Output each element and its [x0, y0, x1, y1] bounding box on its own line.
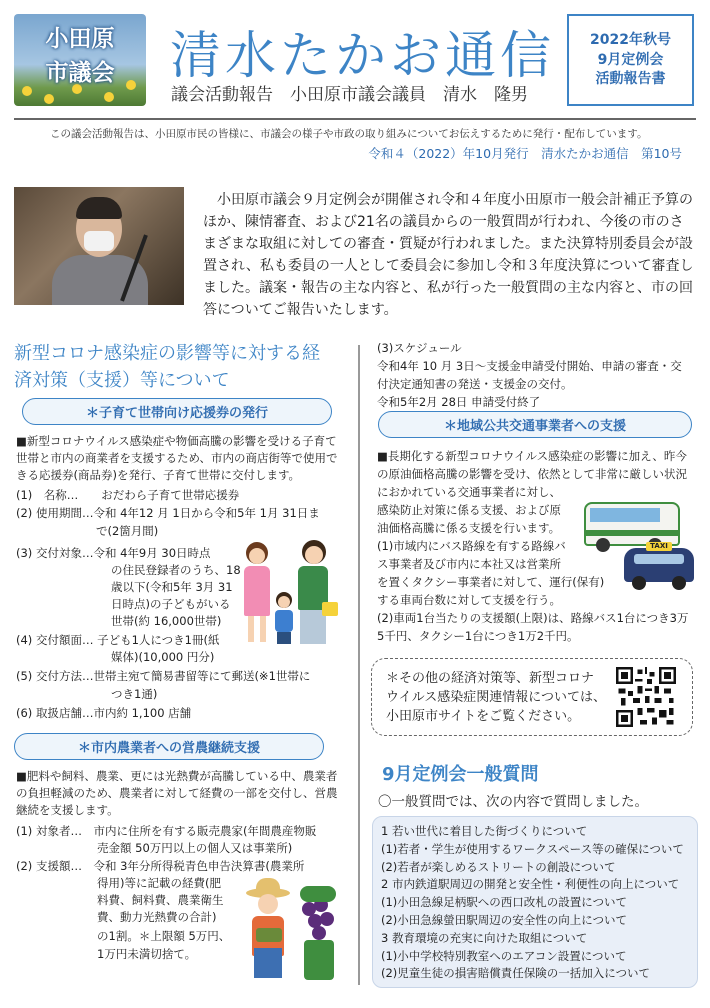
agriculture-item: (2) 支援額… 令和 3年分所得税青色申告決算書(農業所: [16, 859, 305, 873]
header-divider: [14, 118, 696, 120]
question-item: (2)児童生徒の損害賠償責任保険の一括加入について: [381, 966, 651, 981]
issue-box: [567, 14, 694, 106]
covid-support-heading-line2: 済対策（支援）等について: [14, 370, 230, 391]
childcare-item: の住民登録者のうち、18: [111, 563, 241, 577]
agriculture-paragraph: ■肥料や飼料、農業、更には光熱費が高騰している中、農業者の負担軽減のため、農業者に対して経費の一部を交付し、営農継続を支援します。: [16, 769, 338, 817]
transport-line: 5千円、タクシー1台につき1万2千円。: [377, 629, 579, 643]
agriculture-item: 売金額 50万円以上の個人又は事業所): [97, 841, 293, 855]
childcare-item: で(2箇月間): [96, 524, 159, 538]
section-pill-childcare: ＊子育て世帯向け応援券の発行: [22, 398, 332, 425]
taxi-sign: TAXI: [646, 542, 672, 551]
agriculture-item: 費、動力光熱費の合計): [97, 910, 217, 924]
newsletter-subtitle: 議会活動報告 小田原市議会議員 清水 隆男: [171, 85, 528, 105]
transport-line: 感染防止対策に係る支援、および原: [377, 503, 561, 517]
left-column: [14, 340, 346, 394]
notice-text: この議会活動報告は、小田原市民の皆様に、市議会の様子や市政の取り組みについてお伝えするために発行・配布しています。: [50, 128, 648, 140]
info-box: [371, 658, 693, 736]
transport-line: (2)車両1台当たりの支援額(上限)は、路線バス1台につき3万: [377, 611, 689, 625]
intro-text: 小田原市議会９月定例会が開催され令和４年度小田原市一般会計補正予算のほか、陳情審査、および21名の議員からの一般質問が行われ、今後の市のさまざまな取組に対しての審査・質疑が行われました。また決算特別委員会が設置され、私も委員の一人として委員会に参加し令和３年度決算について審査しました。議案・報告の主な内容と、私が行った一般質問の主な内容と、市の回答についてご報告いたします。: [203, 192, 694, 318]
transport-line: の原油価格高騰の影響を受け、依然として非常に厳しい状況: [377, 467, 688, 481]
schedule-line: 令和5年2月 28日 申請受付終了: [377, 395, 541, 409]
transport-line: を置くタクシー事業者に対して、運行(保有): [377, 575, 605, 589]
childcare-item: (3) 交付対象…令和 4年9月 30日時点: [16, 546, 211, 560]
childcare-item: 日時点)の子どもがいる: [111, 597, 231, 611]
agriculture-item: 得用)等に記載の経費(肥: [97, 876, 221, 890]
childcare-paragraph: ■新型コロナウイルス感染症や物価高騰の影響を受ける子育て世帯と市内の商業者を支援するため、市内の商店街等で使用できる応援券(商品券)を発行、子育て世帯に交付します。: [16, 434, 338, 482]
newsletter-title: 清水たかお通信: [170, 27, 556, 86]
childcare-item: (1) 名称… おだわら子育て世帯応援券: [16, 488, 240, 502]
transport-line: する車両台数に対して支援を行う。: [377, 593, 561, 607]
publication-info: 令和４（2022）年10月発行 清水たかお通信 第10号: [368, 146, 682, 161]
general-questions-lead: 〇一般質問では、次の内容で質問しました。: [378, 794, 648, 810]
covid-support-heading-line1: 新型コロナ感染症の影響等に対する経: [14, 343, 320, 364]
agriculture-item: 1万円未満切捨て。: [97, 947, 197, 961]
transport-line: ス事業者及び市内に本社又は営業所: [377, 557, 561, 571]
issue-line: 活動報告書: [595, 71, 666, 88]
qr-code-icon[interactable]: [616, 667, 676, 727]
agriculture-item: (1) 対象者… 市内に住所を有する販売農家(年間農産物販: [16, 824, 317, 838]
transport-line: (1)市域内にバス路線を有する路線バ: [377, 539, 566, 553]
agriculture-item: 料費、飼料費、農業衛生: [97, 893, 224, 907]
question-item: (1)小田急線足柄駅への西口改札の設置について: [381, 895, 628, 910]
info-text: ＊その他の経済対策等、新型コロナウイルス感染症関連情報については、小田原市サイトをご覧ください。: [386, 671, 606, 724]
logo-line2: 市議会: [45, 60, 115, 86]
transport-line: におかれている交通事業者に対し、: [377, 485, 561, 499]
bus-taxi-illustration: [584, 498, 696, 594]
agriculture-item: の1割。＊上限額 5万円、: [97, 929, 231, 943]
childcare-item: つき1通): [111, 687, 158, 701]
question-item: (2)若者が楽しめるストリートの創設について: [381, 859, 616, 874]
childcare-item: 歳以下(令和5年 3月 31: [111, 580, 233, 594]
question-item: (1)小中学校特別教室へのエアコン設置について: [381, 948, 627, 963]
question-item: 3 教育環境の充実に向けた取組について: [381, 930, 588, 945]
childcare-item: 媒体)(10,000 円分): [111, 650, 215, 664]
transport-line: 油価格高騰に係る支援を行います。: [377, 521, 561, 535]
question-item: (2)小田急線螢田駅周辺の安全性の向上について: [381, 912, 628, 927]
childcare-item: (5) 交付方法…世帯主宛て簡易書留等にて郵送(※1世帯に: [16, 669, 311, 683]
general-questions-heading: 9月定例会一般質問: [382, 764, 539, 785]
farmer-illustration: [244, 878, 348, 986]
speaker-photo: [14, 187, 184, 305]
issue-line: 9月定例会: [597, 51, 664, 68]
schedule-line: 付決定通知書の発送・支援金の交付。: [377, 377, 573, 391]
childcare-item: (4) 交付額面… 子ども1人につき1冊(紙: [16, 633, 220, 647]
schedule-line: (3)スケジュール: [377, 341, 462, 355]
column-divider: [358, 345, 360, 985]
questions-box: [372, 816, 698, 988]
childcare-item: (2) 使用期間…令和 4年12 月 1日から令和5年 1月 31日ま: [16, 506, 320, 520]
question-item: 2 市内鉄道駅周辺の開発と安全性・利便性の向上について: [381, 877, 680, 892]
council-logo: [14, 14, 146, 106]
transport-line: ■長期化する新型コロナウイルス感染症の影響に加え、昨今: [377, 449, 687, 463]
childcare-item: 世帯(約 16,000世帯): [111, 614, 222, 628]
childcare-item: (6) 取扱店舗…市内約 1,100 店舗: [16, 706, 192, 720]
issue-line: 2022年秋号: [590, 31, 671, 48]
schedule-line: 令和4年 10 月 3日～支援金申請受付開始、申請の審査・交: [377, 359, 682, 373]
section-pill-transport: ＊地域公共交通事業者への支援: [378, 411, 692, 438]
family-illustration: [240, 540, 350, 650]
question-item: 1 若い世代に着目した街づくりについて: [381, 824, 588, 838]
logo-line1: 小田原: [45, 26, 115, 52]
section-pill-agriculture: ＊市内農業者への営農継続支援: [14, 733, 324, 760]
question-item: (1)若者・学生が使用するワークスペース等の確保について: [381, 841, 684, 856]
